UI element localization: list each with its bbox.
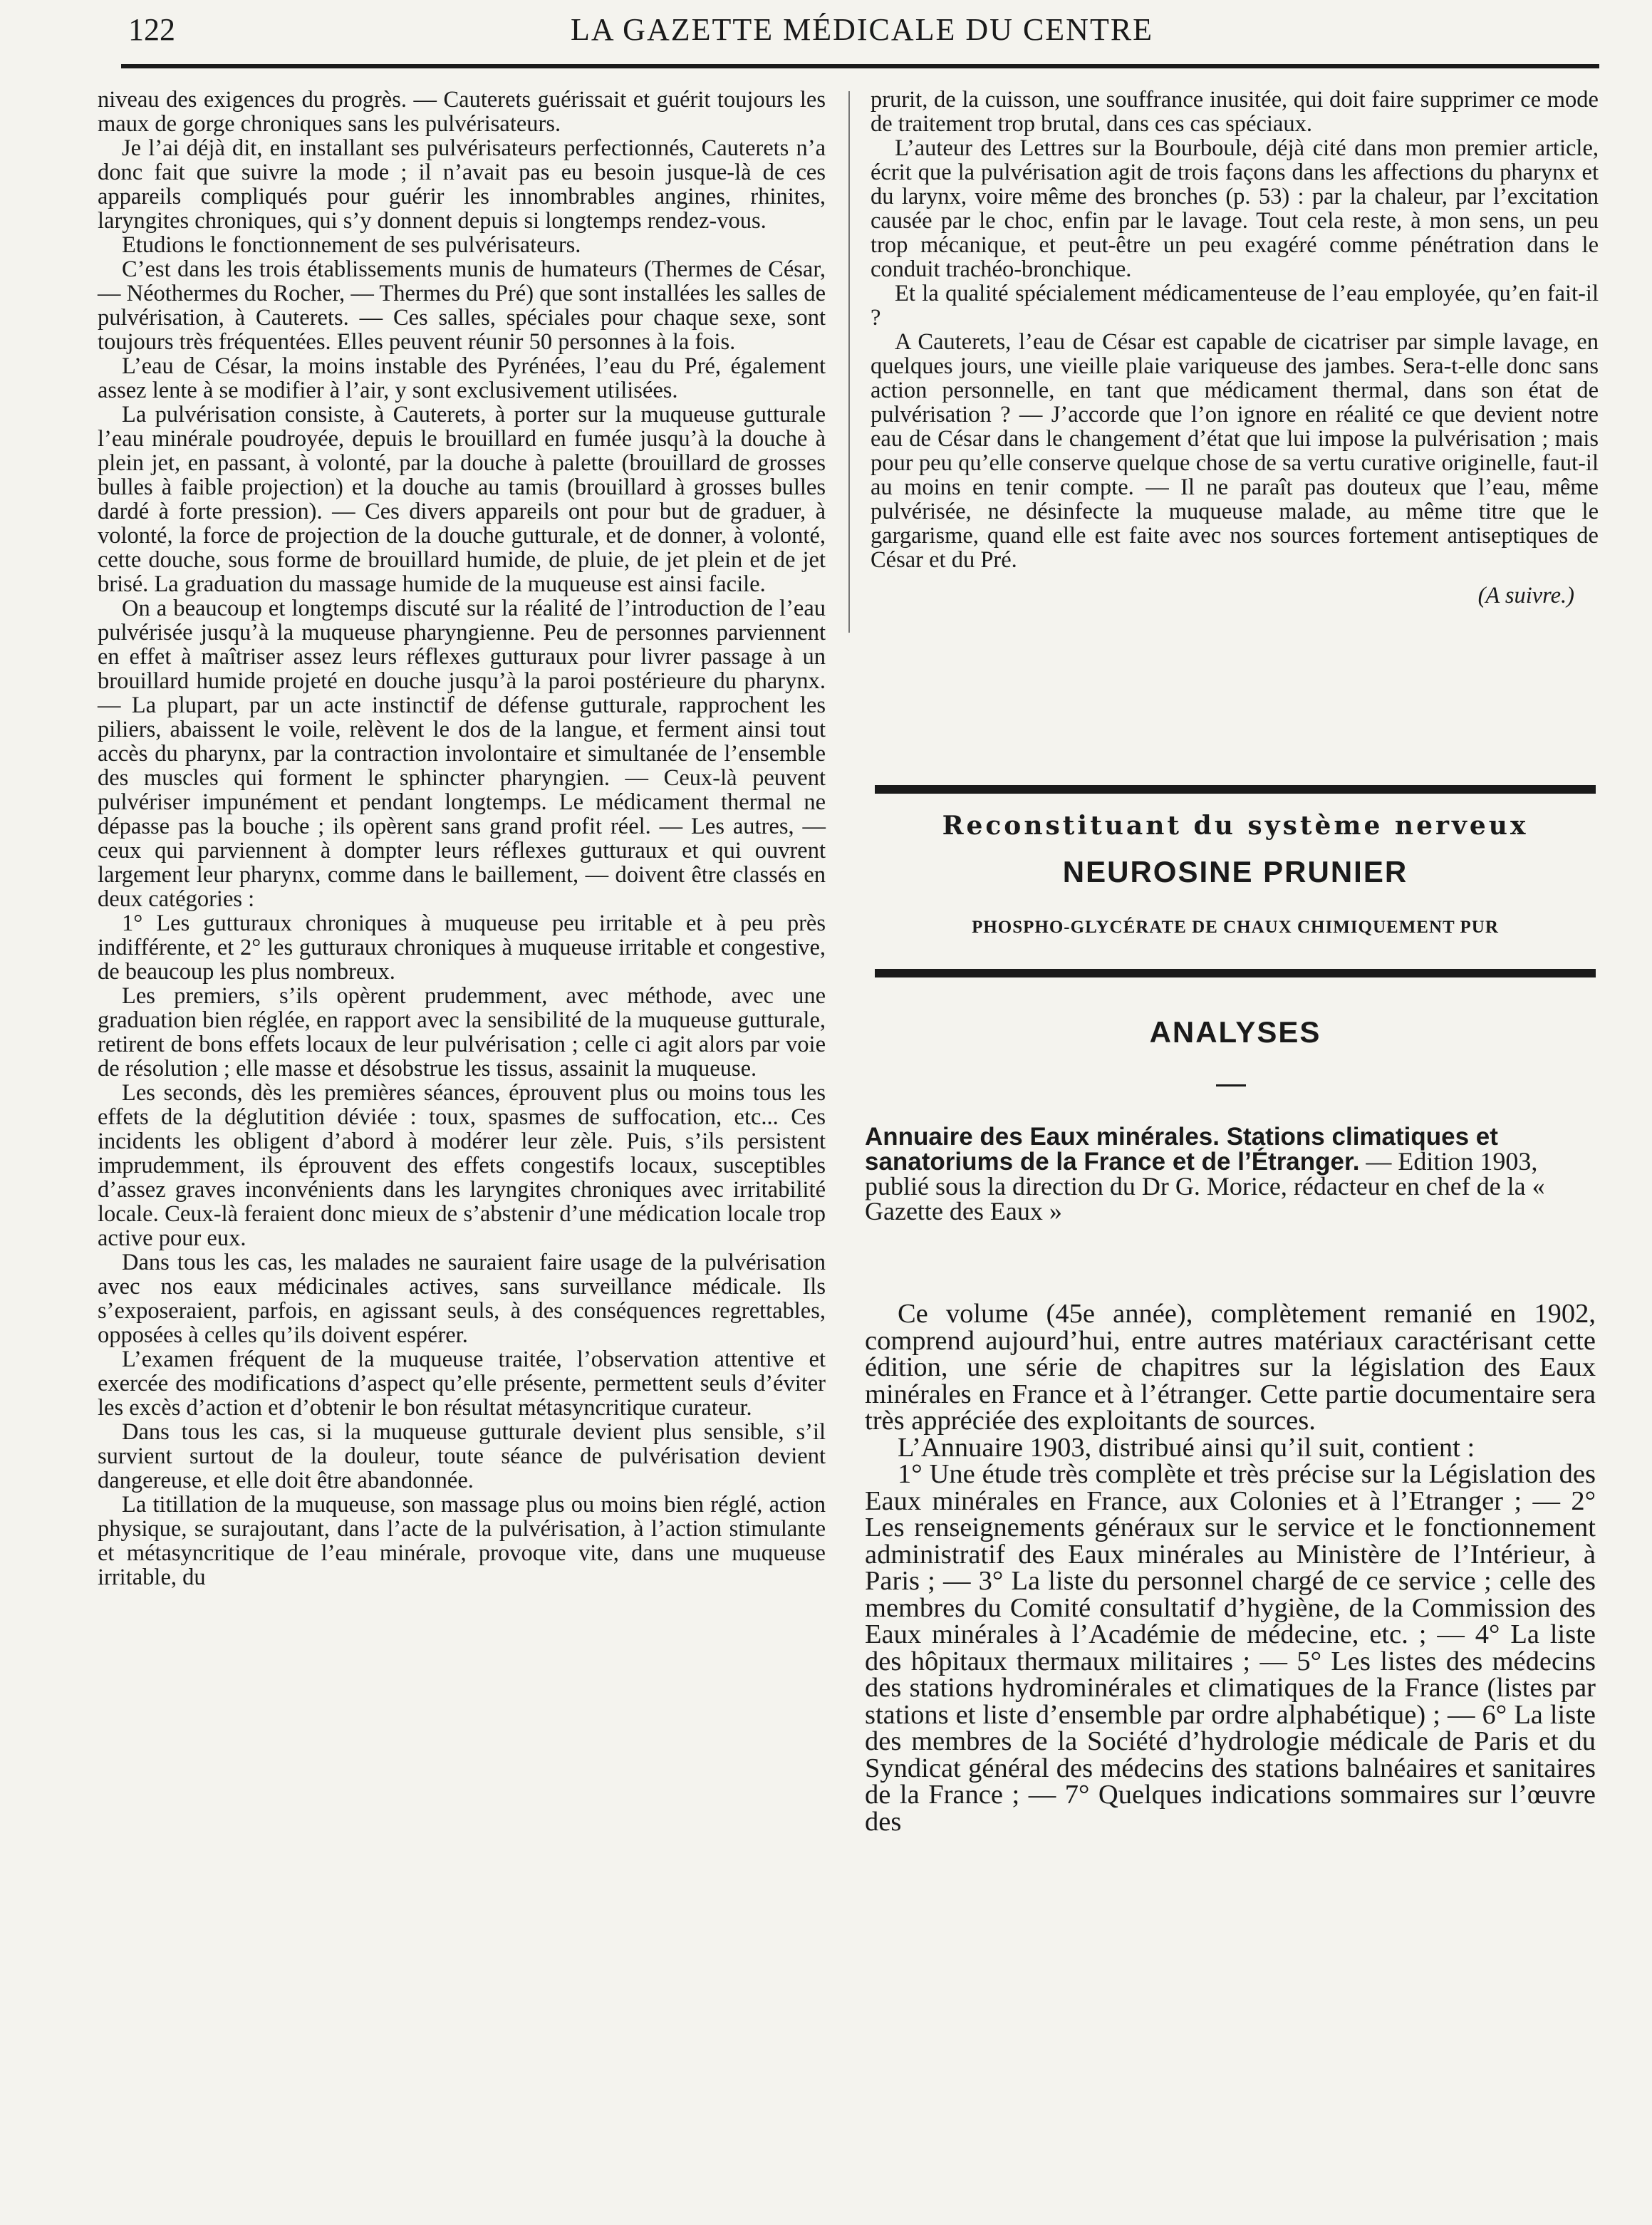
section-dash (1216, 1084, 1246, 1086)
page-header (121, 10, 1603, 51)
paragraph: La pulvérisation consiste, à Cauterets, à porter sur la muqueuse gutturale l’eau minérale poudroyée, depuis le brouillard en fumée jusqu’à la douche à plein jet, en passant, à volonté, par la douche à palette (brouillard de grosses bulles à faible projection) et la douche au tamis (brouillard à grosses bulles dardé à forte pression). — Ces divers appareils ont pour but de graduer, à volonté, la force de projection de la douche gutturale, et de donner, à volonté, cette douche, sous forme de brouillard humide, de pluie, de jet plein et de jet brisé. La graduation du massage humide de la muqueuse est ainsi facile. (98, 402, 826, 597)
paragraph: Et la qualité spécialement médicamenteuse de l’eau employée, qu’en fait-il ? (871, 281, 1599, 331)
review-byline: — Edition 1903, publié sous la direction du Dr G. Morice, rédacteur en chef de la « Gazette des Eaux » (865, 1147, 1545, 1225)
review-title: Annuaire des Eaux minérales. Stations climatiques et sanatoriums de la France et de l’Étranger. (865, 1123, 1498, 1176)
paragraph: Etudions le fonctionnement de ses pulvérisateurs. (122, 232, 581, 258)
paragraph: Je l’ai déjà dit, en installant ses pulvérisateurs perfectionnés, Cauterets n’a donc fait que suivre la mode ; il n’avait pas eu besoin jusque-là de ces appareils compliqués pour guérir les innombrables angines, rhinites, laryngites chroniques, qui s’y donnent depuis si longtemps rendez-vous. (98, 135, 826, 234)
paragraph: Les seconds, dès les premières séances, éprouvent plus ou moins tous les effets de la déglutition déviée : toux, spasmes de suffocation, etc... Ces incidents les obligent d’abord à modérer leur zèle. Puis, s’ils persistent imprudemment, ils éprouvent des effets congestifs locaux, susceptibles d’assez graves inconvénients dans les laryngites chroniques avec irritabilité locale. Ceux-là feraient donc mieux de s’abstenir d’une médication locale trop active pour eux. (98, 1080, 826, 1251)
review-body (865, 1301, 1596, 1835)
paragraph: C’est dans les trois établissements munis de humateurs (Thermes de César, — Néothermes du Rocher, — Thermes du Pré) que sont installées les salles de pulvérisation, à Cauterets. — Ces salles, spéciales pour chaque sexe, sont toujours très fréquentées. Elles peuvent réunir 50 personnes à la fois. (98, 256, 826, 355)
paragraph: Dans tous les cas, les malades ne sauraient faire usage de la pulvérisation avec nos eaux médicinales actives, sans surveillance médicale. Ils s’exposeraient, parfois, en agissant seuls, à des conséquences regrettables, opposées à celles qu’ils doivent espérer. (98, 1250, 826, 1348)
paragraph: L’Annuaire 1903, distribué ainsi qu’il suit, contient : (898, 1432, 1475, 1463)
paragraph: 1° Une étude très complète et très précise sur la Législation des Eaux minérales en France, aux Colonies et à l’Etranger ; — 2° Les renseignements généraux sur le service et le fonctionnement administratif des Eaux minérales au Ministère de l’Intérieur, à Paris ; — 3° La liste du personnel chargé de ce service ; celle des membres du Comité consultatif d’hygiène, de la Commission des Eaux minérales à l’Académie de médecine, etc. ; — 4° La liste des hôpitaux thermaux militaires ; — 5° Les listes des médecins des stations hydrominérales et climatiques de la France (listes par stations et liste d’ensemble par ordre alphabétique) ; — 6° La liste des membres de la Société d’hydrologie médicale de Paris et du Syndicat général des médecins des stations balnéaires et sanitaires de la France ; — 7° Quelques indications sommaires sur l’œuvre des (865, 1459, 1596, 1837)
paragraph: niveau des exigences du progrès. — Cauterets guérissait et guérit toujours les maux de gorge chroniques sans les pulvérisateurs. (98, 87, 826, 137)
paragraph: L’auteur des Lettres sur la Bourboule, déjà cité dans mon premier article, écrit que la pulvérisation agit de trois façons dans les affections du pharynx et du larynx, voire même des bronches (p. 53) : par la chaleur, par l’excitation causée par le choc, enfin par le lavage. Tout cela reste, à mon sens, un peu trop mécanique, et peut-être un peu exagéré comme pénétration dans le conduit trachéo-bronchique. (871, 135, 1599, 282)
paragraph: 1° Les gutturaux chroniques à muqueuse peu irritable et à peu près indifférente, et 2° les gutturaux chroniques à muqueuse irritable et congestive, de beaucoup les plus nombreux. (98, 911, 826, 985)
journal-title: LA GAZETTE MÉDICALE DU CENTRE (570, 12, 1154, 47)
page-number: 122 (128, 12, 175, 47)
to-be-continued: (A suivre.) (1477, 583, 1574, 608)
right-column (871, 88, 1599, 608)
ad-rule-top (875, 785, 1596, 794)
review-heading (865, 1124, 1596, 1224)
paragraph: On a beaucoup et longtemps discuté sur la réalité de l’introduction de l’eau pulvérisée jusqu’à la muqueuse pharyngienne. Peu de personnes parviennent en effet à maîtriser assez leurs réflexes gutturaux pour livrer passage à un brouillard humide projeté en douche jusqu’à la paroi postérieure du pharynx. — La plupart, par un acte instinctif de défense gutturale, rapprochent les piliers, abaissent le voile, relèvent le dos de la langue, et ferment ainsi tout accès du pharynx, par la contraction involontaire et simultanée de l’ensemble des muscles qui forment le sphincter pharyngien. — Ceux-là peuvent pulvériser impunément et pendant longtemps. Le médicament thermal ne dépasse pas la bouche ; ils opèrent sans grand profit réel. — Les autres, — ceux qui parviennent à dompter leurs réflexes gutturaux et qui ouvrent largement leur pharynx, comme dans le baillement, — doivent être classés en deux catégories : (98, 596, 826, 912)
paragraph: L’examen fréquent de la muqueuse traitée, l’observation attentive et exercée des modifications d’aspect qu’elle présente, permettent seuls d’éviter les excès d’action et d’obtenir le bon résultat métasyncritique curateur. (98, 1347, 826, 1421)
paragraph: prurit, de la cuisson, une souffrance inusitée, qui doit faire supprimer ce mode de traitement trop brutal, dans ces cas spéciaux. (871, 87, 1599, 137)
ad-rule-bottom (875, 969, 1596, 977)
paragraph: La titillation de la muqueuse, son massage plus ou moins bien réglé, action physique, se surajoutant, dans l’acte de la pulvérisation, à l’action stimulante et métasyncritique de l’eau minérale, provoque vite, dans une muqueuse irritable, du (98, 1492, 826, 1590)
ad-tagline: Reconstituant du système nerveux (942, 811, 1529, 841)
paragraph: L’eau de César, la moins instable des Pyrénées, l’eau du Pré, également assez lente à se modifier à l’air, y sont exclusivement utilisées. (98, 353, 826, 403)
ad-description: PHOSPHO-GLYCÉRATE DE CHAUX CHIMIQUEMENT PUR (972, 918, 1499, 937)
left-column (98, 88, 826, 1589)
header-rule (121, 64, 1599, 68)
ad-product-name: NEUROSINE PRUNIER (1062, 855, 1408, 888)
paragraph: Les premiers, s’ils opèrent prudemment, avec méthode, avec une graduation bien réglée, en rapport avec la sensibilité de la muqueuse gutturale, retirent de bons effets locaux de leur pulvérisation ; celle ci agit alors par voie de résolution ; elle masse et désobstrue les tissus, assainit la muqueuse. (98, 983, 826, 1082)
paragraph: Dans tous les cas, si la muqueuse gutturale devient plus sensible, s’il survient surtout de la douleur, toute séance de pulvérisation devient dangereuse, et elle doit être abandonnée. (98, 1419, 826, 1493)
section-title: ANALYSES (1149, 1015, 1321, 1049)
paragraph: Ce volume (45e année), complètement remanié en 1902, comprend aujourd’hui, entre autres matériaux caractérisant cette édition, une série de chapitres sur la législation des Eaux minérales en France et à l’étranger. Cette partie documentaire sera très appréciée des exploitants de sources. (865, 1299, 1596, 1436)
column-divider (848, 91, 850, 633)
paragraph: A Cauterets, l’eau de César est capable de cicatriser par simple lavage, en quelques jours, une vieille plaie variqueuse des jambes. Sera-t-elle donc sans action personnelle, en tant que médicament thermal, dans son état de pulvérisation ? — J’accorde que l’on ignore en réalité ce que devient notre eau de César dans le changement d’état que lui impose la pulvérisation ; mais pour peu qu’elle conserve quelque chose de sa vertu curative originelle, faut-il au moins en tenir compte. — Il ne paraît pas douteux que l’eau, même pulvérisée, ne désinfecte la muqueuse malade, au même titre que le gargarisme, quand elle est faite avec nos sources fortement antiseptiques de César et du Pré. (871, 329, 1599, 573)
